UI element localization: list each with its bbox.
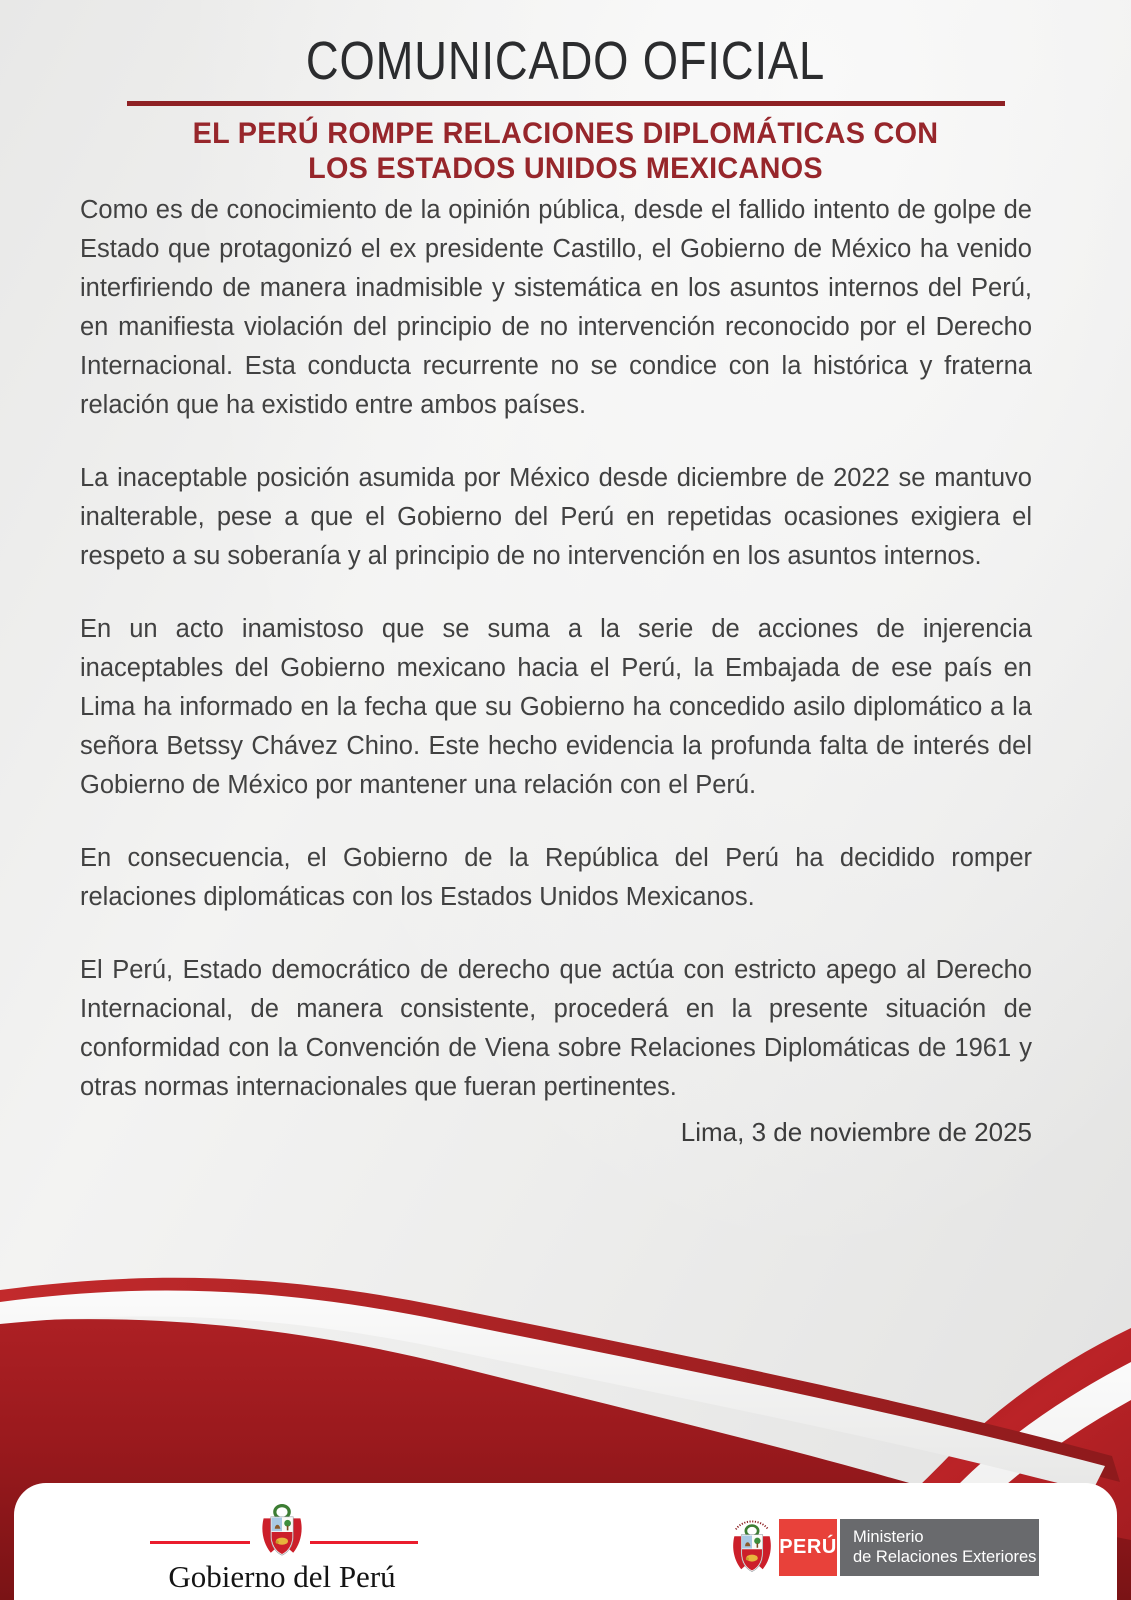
peru-coat-of-arms-icon [258,1504,306,1560]
paragraph-4: En consecuencia, el Gobierno de la República del Perú ha decidido romper relaciones diplomáticas con los Estados Unidos Mexicanos. [80,844,1032,911]
red-line-right [310,1541,418,1544]
dateline: Lima, 3 de noviembre de 2025 [680,1117,1032,1147]
gobierno-emblem-row [146,1504,418,1558]
red-line-left [150,1541,250,1544]
ministry-line-2: de Relaciones Exteriores [853,1548,1037,1566]
body-text [80,191,1032,1151]
headline [23,116,1109,186]
ministerio-relaciones-exteriores-logo [729,1516,1039,1578]
gobierno-del-peru-logo [146,1504,418,1595]
peru-brand-box: PERÚ [779,1519,837,1576]
gobierno-label: Gobierno del Perú [168,1559,396,1594]
ministry-line-1: Ministerio [853,1528,924,1546]
paragraph-2: La inaceptable posición asumida por México desde diciembre de 2022 se mantuvo inalterable, pese a que el Gobierno del Perú en repetidas ocasiones exigiera el respeto a su soberanía y al principio de no intervención en los asuntos internos. [80,464,1032,570]
ministry-name-box [840,1519,1039,1576]
page-title: COMUNICADO OFICIAL [305,31,826,91]
peru-coat-of-arms-icon [729,1516,775,1578]
document-header [0,0,1131,186]
footer-card [14,1483,1117,1600]
headline-line-1: EL PERÚ ROMPE RELACIONES DIPLOMÁTICAS CON [192,117,939,150]
title-divider [127,101,1005,106]
paragraph-1: Como es de conocimiento de la opinión pública, desde el fallido intento de golpe de Estado que protagonizó el ex presidente Castillo, el Gobierno de México ha venido interfiriendo de manera inadmisible y sistemática en los asuntos internos del Perú, en manifiesta violación del principio de no intervención reconocido por el Derecho Internacional. Esta conducta recurrente no se condice con la histórica y fraterna relación que ha existido entre ambos países. [80,196,1032,419]
paragraph-5: El Perú, Estado democrático de derecho que actúa con estricto apego al Derecho Internacional, de manera consistente, procederá en la presente situación de conformidad con la Convención de Viena sobre Relaciones Diplomáticas de 1961 y otras normas internacionales que fueran pertinentes. [80,956,1032,1101]
paragraph-3: En un acto inamistoso que se suma a la serie de acciones de injerencia inaceptables del Gobierno mexicano hacia el Perú, la Embajada de ese país en Lima ha informado en la fecha que su Gobierno ha concedido asilo diplomático a la señora Betssy Chávez Chino. Este hecho evidencia la profunda falta de interés del Gobierno de México por mantener una relación con el Perú. [80,615,1032,799]
headline-line-2: LOS ESTADOS UNIDOS MEXICANOS [308,152,823,185]
